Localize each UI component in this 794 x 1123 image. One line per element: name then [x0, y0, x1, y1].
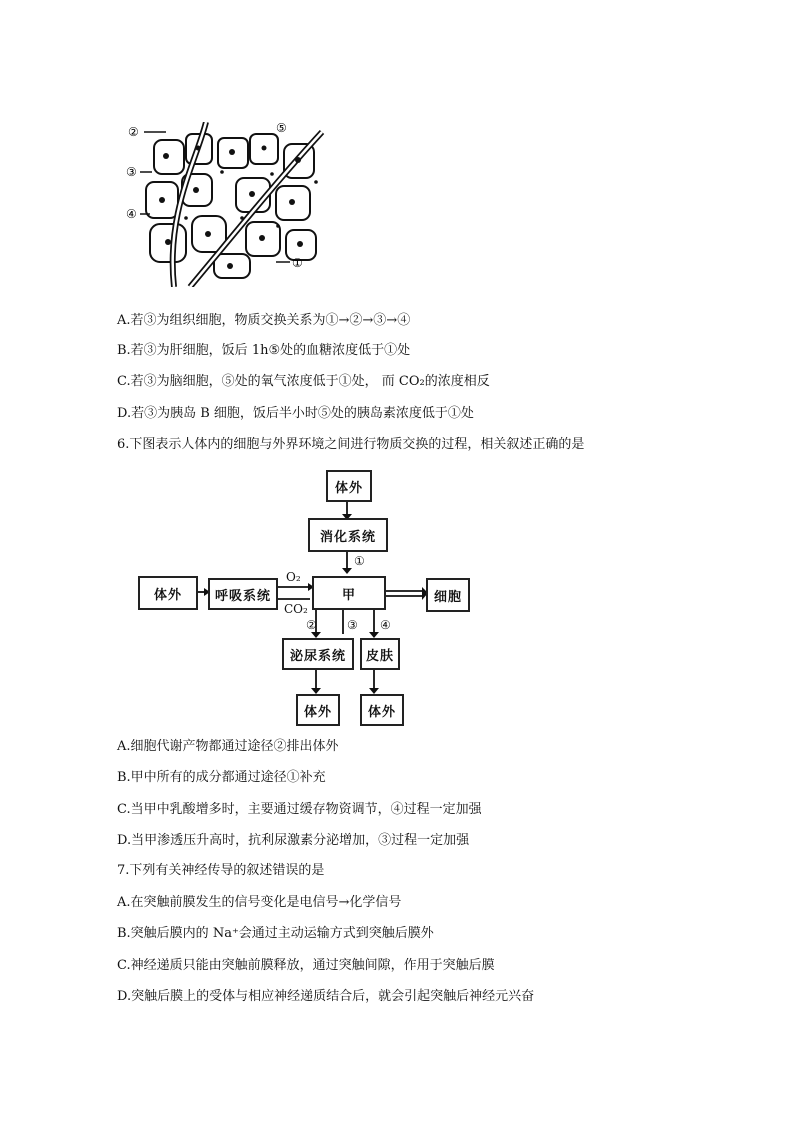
path-3-label: ③	[347, 618, 358, 632]
digestive-system-box: 消化系统	[308, 518, 388, 552]
outside-left-box: 体外	[138, 576, 198, 610]
tissue-diagram	[126, 122, 336, 287]
exchange-flow-diagram	[130, 468, 470, 728]
skin-box: 皮肤	[360, 638, 400, 670]
co2-label: CO₂	[284, 602, 308, 616]
internal-environment-box: 甲	[312, 576, 386, 610]
cell-box: 细胞	[426, 578, 470, 612]
outside-urinary-box: 体外	[296, 694, 340, 726]
urinary-system-box: 泌尿系统	[282, 638, 354, 670]
q6-stem: 6.下图表示人体内的细胞与外界环境之间进行物质交换的过程，相关叙述正确的是	[117, 437, 585, 452]
respiratory-system-box: 呼吸系统	[208, 578, 278, 610]
q7-option-a: A.在突触前膜发生的信号变化是电信号→化学信号	[117, 895, 402, 910]
q5-option-d: D.若③为胰岛 B 细胞，饭后半小时⑤处的胰岛素浓度低于①处	[117, 406, 474, 421]
label-1: ①	[292, 256, 303, 270]
q6-option-a: A.细胞代谢产物都通过途径②排出体外	[117, 739, 339, 754]
q6-option-d: D.当甲渗透压升高时，抗利尿激素分泌增加，③过程一定加强	[117, 833, 470, 848]
q5-option-a: A.若③为组织细胞，物质交换关系为①→②→③→④	[117, 313, 411, 328]
label-3: ③	[126, 165, 137, 179]
path-1-label: ①	[354, 554, 365, 568]
q7-option-d: D.突触后膜上的受体与相应神经递质结合后，就会引起突触后神经元兴奋	[117, 989, 535, 1004]
path-2-label: ②	[306, 618, 317, 632]
label-4: ④	[126, 207, 137, 221]
o2-label: O₂	[286, 570, 301, 584]
outside-top-box: 体外	[326, 470, 372, 502]
q6-option-c: C.当甲中乳酸增多时，主要通过缓存物资调节，④过程一定加强	[117, 802, 482, 817]
outside-skin-box: 体外	[360, 694, 404, 726]
q5-option-c: C.若③为脑细胞，⑤处的氧气浓度低于①处， 而 CO₂的浓度相反	[117, 374, 490, 389]
path-4-label: ④	[380, 618, 391, 632]
q7-option-c: C.神经递质只能由突触前膜释放，通过突触间隙，作用于突触后膜	[117, 958, 495, 973]
q7-stem: 7.下列有关神经传导的叙述错误的是	[117, 863, 325, 878]
tissue-illustration	[126, 122, 336, 287]
q6-option-b: B.甲中所有的成分都通过途径①补充	[117, 770, 326, 785]
q5-option-b: B.若③为肝细胞，饭后 1h⑤处的血糖浓度低于①处	[117, 343, 411, 358]
label-2: ②	[128, 125, 139, 139]
q7-option-b: B.突触后膜内的 Na⁺会通过主动运输方式到突触后膜外	[117, 926, 434, 941]
label-5: ⑤	[276, 122, 287, 135]
